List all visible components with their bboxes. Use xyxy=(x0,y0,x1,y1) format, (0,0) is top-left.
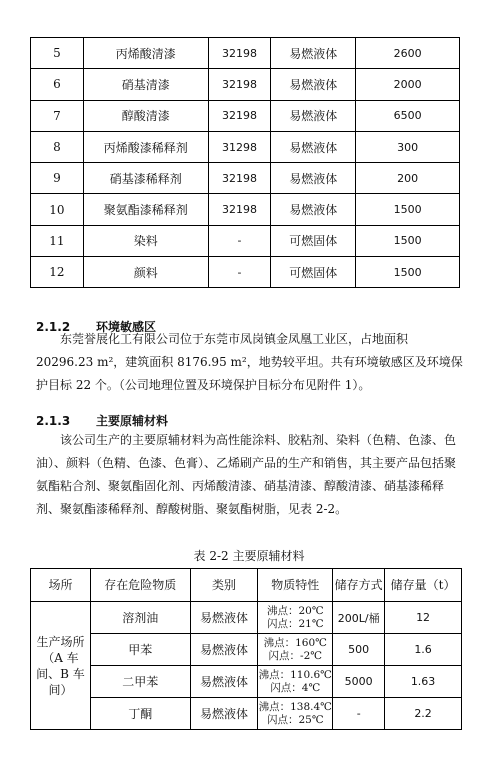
table-caption: 表 2-2 主要原辅材料 xyxy=(193,549,305,563)
material-amount: 200 xyxy=(356,163,460,194)
storage-method: 200L/桶 xyxy=(333,602,385,634)
substance-name: 溶剂油 xyxy=(90,602,190,634)
material-name: 染料 xyxy=(83,225,208,256)
table-row xyxy=(31,257,460,288)
material-amount: 300 xyxy=(356,131,460,162)
flash-point: 闪点：4℃ xyxy=(270,681,321,694)
row-number: 6 xyxy=(31,69,84,100)
table-row xyxy=(31,38,460,69)
material-name: 硝基清漆 xyxy=(83,69,208,100)
flash-point: 闪点：-2℃ xyxy=(268,649,323,662)
un-code: 32198 xyxy=(208,194,271,225)
flash-point: 闪点：21℃ xyxy=(266,617,324,630)
row-number: 10 xyxy=(31,194,84,225)
material-category: 易燃液体 xyxy=(271,163,356,194)
material-amount: 2600 xyxy=(356,38,460,69)
row-number: 11 xyxy=(31,225,84,256)
storage-amount: 1.63 xyxy=(385,666,462,698)
material-amount: 1500 xyxy=(356,257,460,288)
storage-method: - xyxy=(333,698,385,730)
table-row xyxy=(31,634,462,666)
material-name: 颜料 xyxy=(83,257,208,288)
substance-properties xyxy=(258,634,333,666)
column-header: 场所 xyxy=(31,569,91,602)
boiling-point: 沸点：20℃ xyxy=(266,604,324,617)
material-category: 易燃液体 xyxy=(271,100,356,131)
substance-category: 易燃液体 xyxy=(190,602,258,634)
substance-properties xyxy=(258,602,333,634)
column-header: 物质特性 xyxy=(258,569,333,602)
table-row xyxy=(31,131,460,162)
un-code: - xyxy=(208,225,271,256)
column-header: 存在危险物质 xyxy=(90,569,190,602)
material-name: 醇酸清漆 xyxy=(83,100,208,131)
section-paragraph: 该公司生产的主要原辅材料为高性能涂料、胶粘剂、染料（色精、色漆、色油）、颜料（色精、色漆、色膏）、乙烯刷产品的生产和销售，其主要产品包括聚氨酯粘合剂、聚氨酯固化剂、丙烯酸清漆、硝基清漆、醇酸清漆、硝基漆稀释剂、聚氨酯漆稀释剂、醇酸树脂、聚氨酯树脂，见表 2-2。 xyxy=(36,433,457,516)
material-category: 可燃固体 xyxy=(271,257,356,288)
materials-table-continued xyxy=(30,37,460,288)
table-header-row xyxy=(31,569,462,602)
section-heading-2-1-3 xyxy=(36,412,168,429)
table-row xyxy=(31,225,460,256)
substance-name: 甲苯 xyxy=(90,634,190,666)
row-number: 5 xyxy=(31,38,84,69)
section-title: 主要原辅材料 xyxy=(96,414,169,428)
section-number: 2.1.3 xyxy=(36,414,71,428)
column-header: 类别 xyxy=(190,569,258,602)
column-header: 储存量（t） xyxy=(385,569,462,602)
table-row xyxy=(31,100,460,131)
storage-method: 500 xyxy=(333,634,385,666)
material-category: 可燃固体 xyxy=(271,225,356,256)
table-row xyxy=(31,69,460,100)
un-code: 32198 xyxy=(208,100,271,131)
storage-amount: 12 xyxy=(385,602,462,634)
material-amount: 1500 xyxy=(356,194,460,225)
substance-category: 易燃液体 xyxy=(190,666,258,698)
material-name: 硝基漆稀释剂 xyxy=(83,163,208,194)
material-category: 易燃液体 xyxy=(271,194,356,225)
storage-method: 5000 xyxy=(333,666,385,698)
substance-properties xyxy=(258,698,333,730)
table-row xyxy=(31,602,462,634)
material-amount: 6500 xyxy=(356,100,460,131)
material-amount: 2000 xyxy=(356,69,460,100)
row-number: 12 xyxy=(31,257,84,288)
material-amount: 1500 xyxy=(356,225,460,256)
storage-amount: 2.2 xyxy=(385,698,462,730)
un-code: 32198 xyxy=(208,163,271,194)
section-number: 2.1.2 xyxy=(36,320,71,334)
material-category: 易燃液体 xyxy=(271,38,356,69)
raw-materials-table xyxy=(30,568,462,730)
material-name: 丙烯酸清漆 xyxy=(83,38,208,69)
un-code: 32198 xyxy=(208,69,271,100)
table-row xyxy=(31,194,460,225)
table-row xyxy=(31,666,462,698)
boiling-point: 沸点：160℃ xyxy=(263,636,327,649)
substance-properties xyxy=(258,666,333,698)
table-row xyxy=(31,698,462,730)
boiling-point: 沸点：138.4℃ xyxy=(258,700,332,713)
un-code: 31298 xyxy=(208,131,271,162)
section-title: 环境敏感区 xyxy=(96,320,157,334)
un-code: 32198 xyxy=(208,38,271,69)
boiling-point: 沸点：110.6℃ xyxy=(258,668,332,681)
material-category: 易燃液体 xyxy=(271,131,356,162)
un-code: - xyxy=(208,257,271,288)
table-row xyxy=(31,163,460,194)
substance-name: 丁酮 xyxy=(90,698,190,730)
substance-category: 易燃液体 xyxy=(190,698,258,730)
row-number: 9 xyxy=(31,163,84,194)
row-number: 8 xyxy=(31,131,84,162)
material-name: 聚氨酯漆稀释剂 xyxy=(83,194,208,225)
storage-amount: 1.6 xyxy=(385,634,462,666)
column-header: 储存方式 xyxy=(333,569,385,602)
section-paragraph: 东莞誉展化工有限公司位于东莞市凤岗镇金凤凰工业区，占地面积 20296.23 m²，建筑面积 8176.95 m²，地势较平坦。共有环境敏感区及环境保护目标 22 个。（公司地理位置及环境保护目标分布见附件 1）。 xyxy=(36,332,463,392)
substance-category: 易燃液体 xyxy=(190,634,258,666)
row-number: 7 xyxy=(31,100,84,131)
location-cell: 生产场所（A 车间、B 车间） xyxy=(31,602,91,730)
substance-name: 二甲苯 xyxy=(90,666,190,698)
material-name: 丙烯酸漆稀释剂 xyxy=(83,131,208,162)
material-category: 易燃液体 xyxy=(271,69,356,100)
flash-point: 闪点：25℃ xyxy=(266,713,324,726)
